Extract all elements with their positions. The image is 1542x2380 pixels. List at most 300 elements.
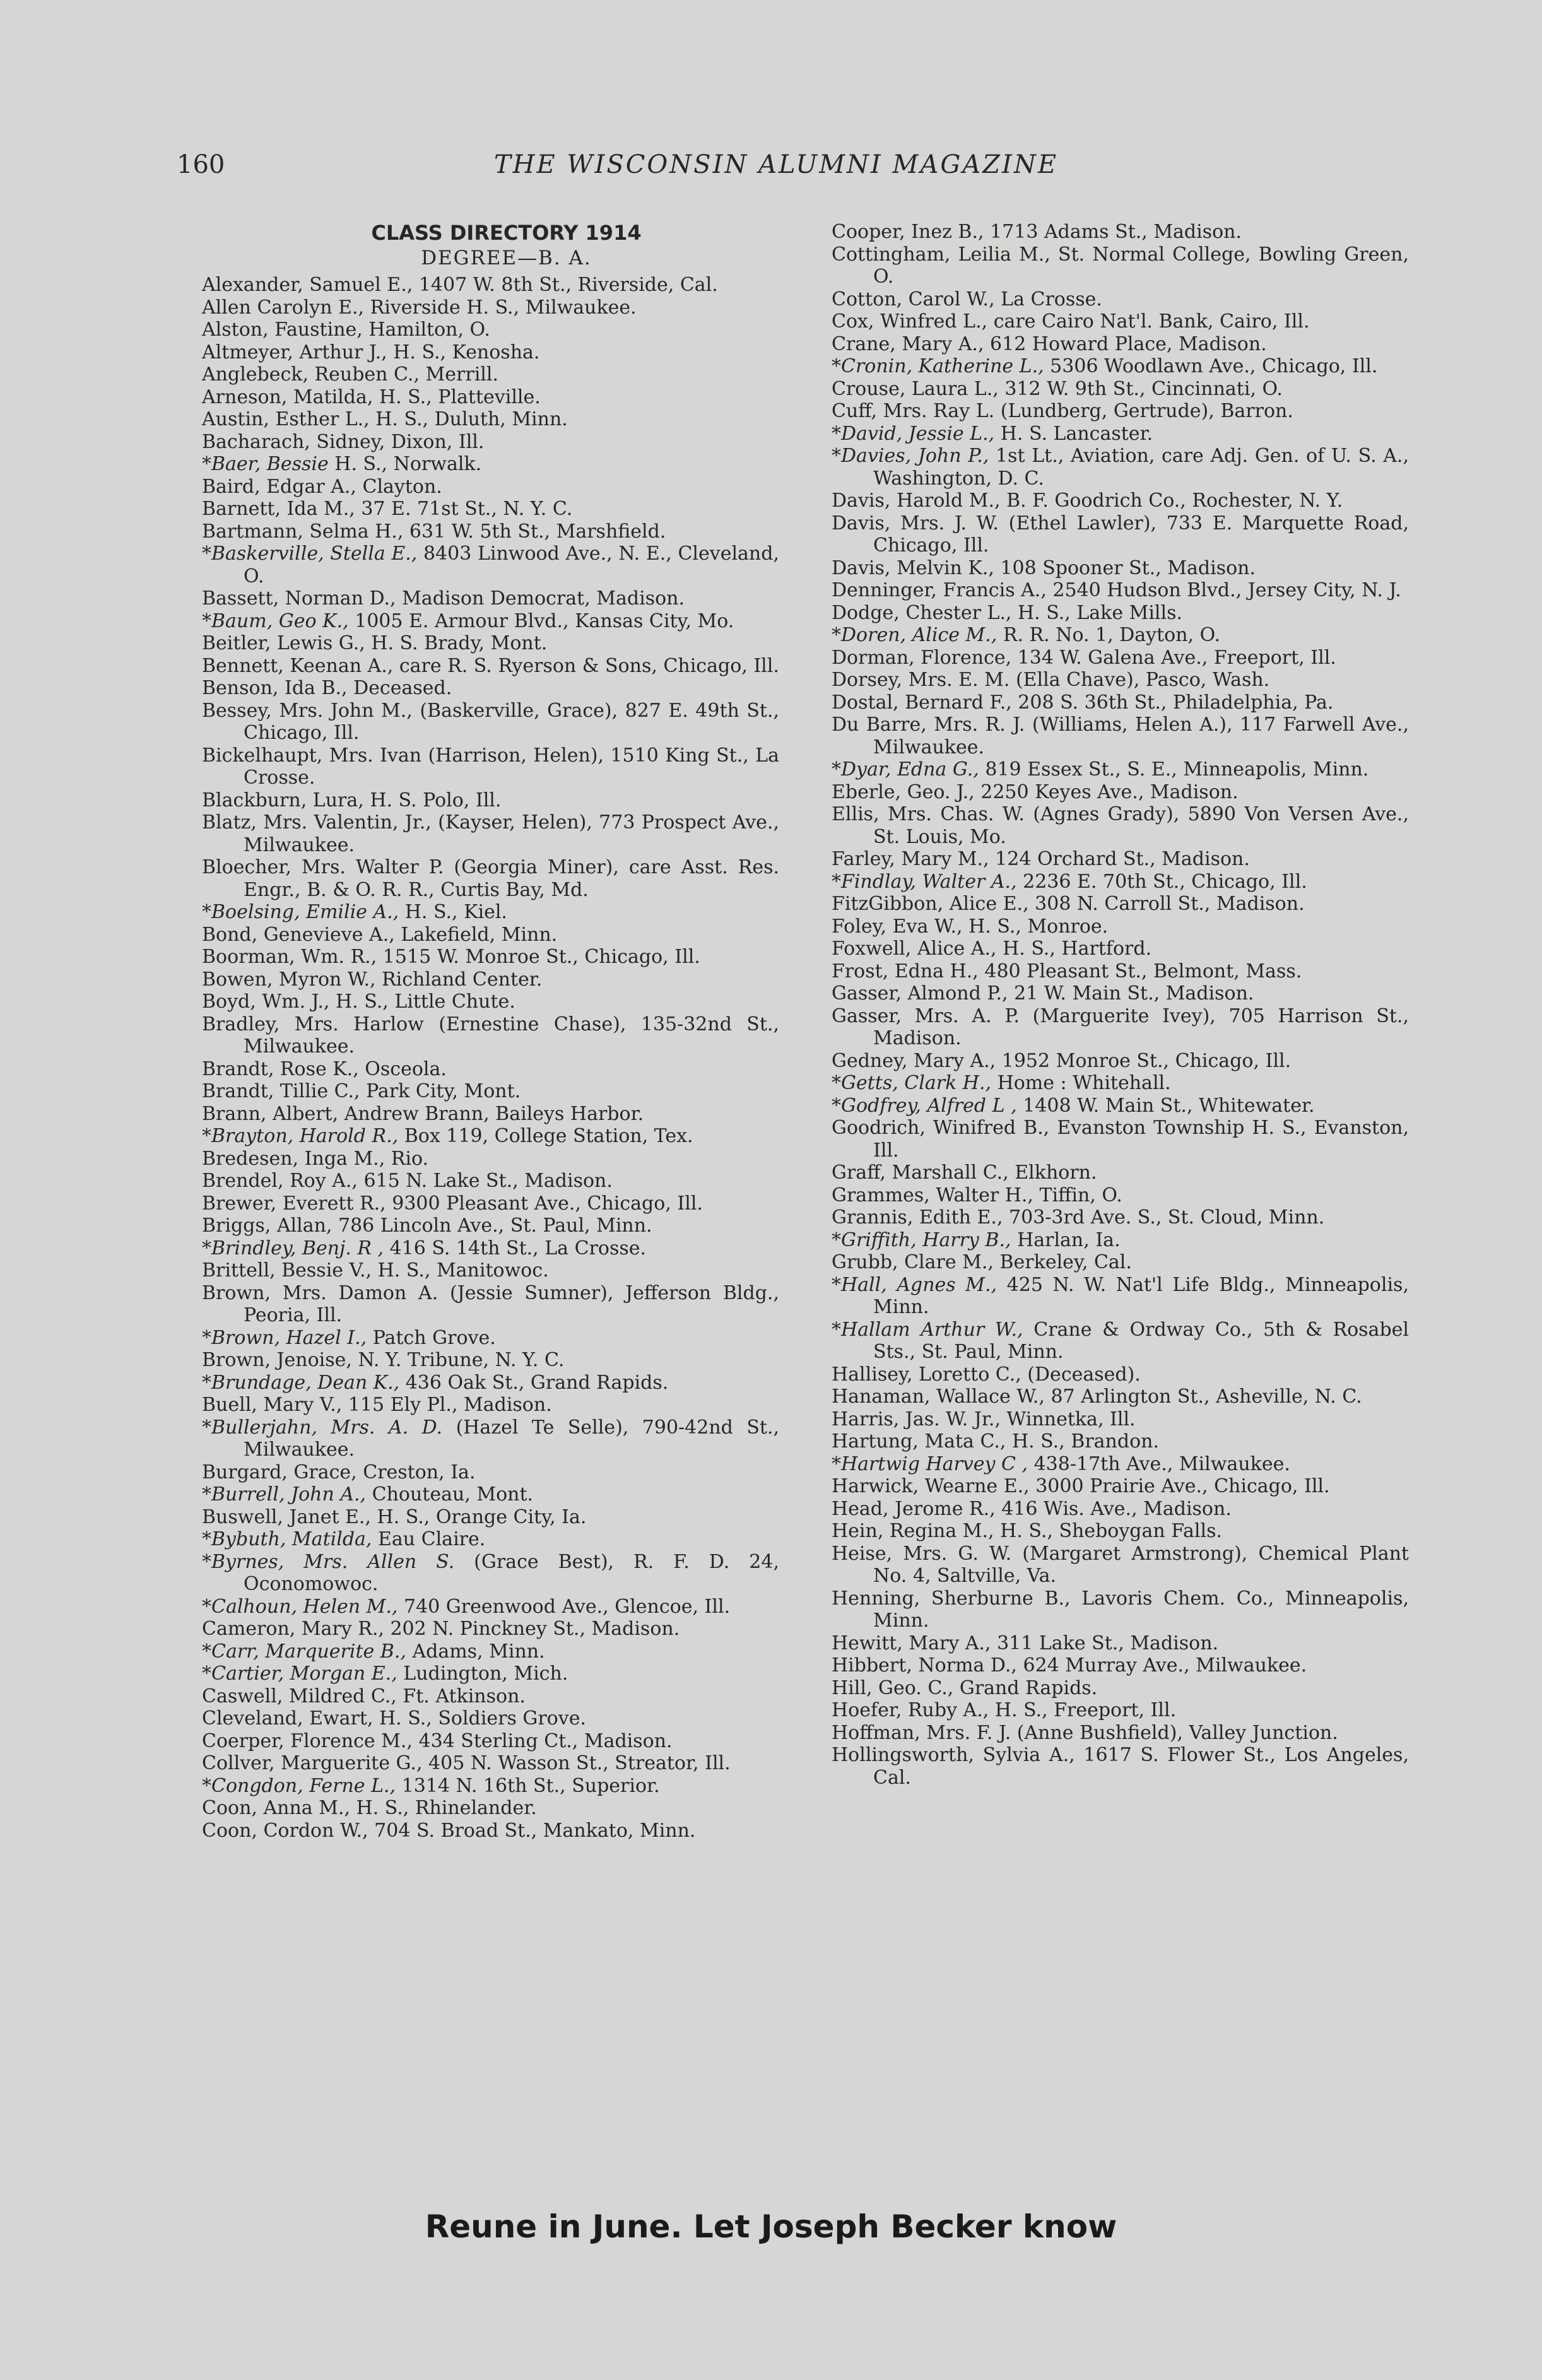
directory-entry <box>832 1699 1409 1722</box>
directory-entry <box>202 521 779 543</box>
entry-address: 3000 Prairie Ave., Chicago, Ill. <box>1029 1475 1330 1497</box>
entry-address: Madison Democrat, Madison. <box>396 587 685 610</box>
directory-entry <box>832 1543 1409 1588</box>
directory-entry <box>202 1461 779 1484</box>
entry-name: Dodge, Chester L., <box>832 601 1012 624</box>
entry-address: 1407 W. 8th St., Riverside, Cal. <box>413 274 718 296</box>
page-number: 160 <box>177 150 225 179</box>
directory-column-right <box>832 221 1409 1789</box>
entry-name: Calhoun, Helen M., <box>211 1595 398 1618</box>
directory-entry <box>832 960 1409 983</box>
directory-entry <box>202 1528 779 1551</box>
entry-name: Graff, Marshall C., <box>832 1162 1009 1184</box>
entry-address: 624 Murray Ave., Milwaukee. <box>1016 1654 1307 1676</box>
directory-entry <box>832 692 1409 714</box>
entry-address: 8403 Linwood Ave., N. E., Cleveland, O. <box>244 543 779 587</box>
entry-address: Patch Grove. <box>367 1326 496 1349</box>
entry-address: La Crosse. <box>994 288 1102 310</box>
entry-address: 416 Wis. Ave., Madison. <box>995 1497 1232 1520</box>
entry-address: (Hazel Te Selle), 790-42nd St., Milwaukee. <box>244 1416 779 1461</box>
entry-name: Altmeyer, Arthur J., <box>202 341 387 363</box>
entry-name: Hartwig Harvey C , <box>841 1452 1028 1475</box>
entry-address: 703-3rd Ave. S., St. Cloud, Minn. <box>1003 1206 1325 1228</box>
directory-entry <box>202 1820 779 1842</box>
running-head <box>177 150 1375 188</box>
entry-address: 740 Greenwood Ave., Glencoe, Ill. <box>397 1595 731 1618</box>
entry-name: Du Barre, Mrs. R. J. <box>832 714 1025 736</box>
directory-entry <box>832 1632 1409 1655</box>
entry-name: Boelsing, Emilie A., <box>211 901 399 923</box>
entry-address: H. S., Soldiers Grove. <box>373 1707 586 1729</box>
entry-address: 1713 Adams St., Madison. <box>984 221 1242 243</box>
directory-entry <box>202 1685 779 1708</box>
directory-entry <box>832 557 1409 580</box>
entry-name: Bartmann, Selma H., <box>202 520 404 543</box>
entry-name: Coon, Cordon W., <box>202 1819 368 1842</box>
directory-entry <box>202 700 779 745</box>
directory-entry <box>832 333 1409 356</box>
entry-name: Hoffman, Mrs. F. J. <box>832 1721 1011 1744</box>
directory-entry <box>832 602 1409 625</box>
entry-name: Gasser, Almond P., <box>832 982 1008 1004</box>
entry-name: Blatz, Mrs. Valentin, Jr., <box>202 811 432 834</box>
entry-name: Hein, Regina M., <box>832 1520 994 1542</box>
entry-name: Gedney, Mary A., <box>832 1049 996 1072</box>
entry-name: Bond, Genevieve A., <box>202 923 395 946</box>
entry-name: Cleveland, Ewart, <box>202 1707 374 1729</box>
entry-name: Ellis, Mrs. Chas. W. <box>832 803 1025 825</box>
entry-name: Davis, Harold M., <box>832 490 1001 512</box>
entry-address: 425 N. W. Nat'l Life Bldg., Minneapolis, Minn. <box>873 1273 1409 1318</box>
entry-address: (Margaret Armstrong), Chemical Plant No. 4, Saltville, Va. <box>873 1542 1409 1587</box>
directory-entry <box>202 476 779 498</box>
entry-name: Cuff, Mrs. Ray L. <box>832 400 995 422</box>
asterisk-mark: * <box>832 624 841 646</box>
asterisk-mark: * <box>202 1483 211 1505</box>
directory-entry <box>202 1215 779 1237</box>
entry-address: 37 E. 71st St., N. Y. C. <box>355 498 573 520</box>
entry-address: Winnetka, Ill. <box>1000 1408 1136 1430</box>
entry-address: Crane & Ordway Co., 5th & Rosabel Sts., St. Paul, Minn. <box>873 1318 1409 1363</box>
asterisk-mark: * <box>202 610 211 632</box>
directory-entry <box>832 1095 1409 1117</box>
entry-list-right <box>832 221 1409 1789</box>
asterisk-mark: * <box>832 1452 841 1475</box>
directory-entry <box>202 677 779 700</box>
directory-entry <box>202 1506 779 1529</box>
entry-name: Davis, Mrs. J. W. <box>832 512 999 534</box>
entry-name: Farley, Mary M., <box>832 848 989 870</box>
entry-address: 87 Arlington St., Asheville, N. C. <box>1044 1386 1362 1408</box>
directory-entry <box>832 1588 1409 1632</box>
entry-name: Grubb, Clare M., <box>832 1251 994 1273</box>
directory-entry <box>832 579 1409 602</box>
entry-name: Harwick, Wearne E., <box>832 1475 1030 1497</box>
entry-name: Foxwell, Alice A., <box>832 938 997 960</box>
entry-address: 312 W. 9th St., Cincinnati, O. <box>998 377 1283 400</box>
entry-address: H. S., Brandon. <box>1006 1430 1159 1452</box>
directory-entry <box>202 1259 779 1282</box>
entry-name: Austin, Esther L., <box>202 408 370 430</box>
directory-entry <box>202 319 779 341</box>
asterisk-mark: * <box>202 1640 211 1663</box>
asterisk-mark: * <box>202 1595 211 1618</box>
entry-name: Benson, Ida B., <box>202 677 348 699</box>
entry-address: 704 S. Broad St., Mankato, Minn. <box>368 1819 696 1842</box>
directory-entry <box>832 714 1409 758</box>
asterisk-mark: * <box>832 1318 841 1341</box>
directory-entry <box>202 1663 779 1685</box>
asterisk-mark: * <box>202 1326 211 1349</box>
directory-entry <box>202 1372 779 1394</box>
entry-address: 208 S. 36th St., Philadelphia, Pa. <box>1011 691 1334 714</box>
directory-entry <box>832 871 1409 893</box>
asterisk-mark: * <box>832 1072 841 1094</box>
entry-name: Buell, Mary V., <box>202 1394 343 1416</box>
directory-entry <box>202 498 779 521</box>
directory-entry <box>202 1730 779 1753</box>
entry-address: care Cairo Nat'l. Bank, Cairo, Ill. <box>987 310 1310 333</box>
entry-address: Box 119, College Station, Tex. <box>398 1125 693 1147</box>
directory-title: CLASS DIRECTORY 1914 <box>371 221 642 245</box>
entry-address: (Deceased). <box>1021 1363 1141 1386</box>
directory-entry <box>832 1386 1409 1408</box>
asterisk-mark: * <box>202 1416 211 1439</box>
entry-address: Lavoris Chem. Co., Minneapolis, Minn. <box>873 1587 1409 1632</box>
directory-entry <box>202 431 779 454</box>
entry-address: 1st Lt., Aviation, care Adj. Gen. of U. S. A., Washington, D. C. <box>873 445 1409 490</box>
directory-entry <box>202 946 779 969</box>
directory-entry <box>202 543 779 587</box>
directory-entry <box>832 1364 1409 1386</box>
directory-entry <box>202 341 779 364</box>
entry-address: Ludington, Mich. <box>397 1663 568 1685</box>
entry-name: Dostal, Bernard F., <box>832 691 1012 714</box>
entry-address: St. Normal College, Bowling Green, O. <box>873 243 1410 288</box>
entry-address: Hamilton, O. <box>362 319 490 341</box>
entry-address: 819 Essex St., S. E., Minneapolis, Minn. <box>979 758 1369 781</box>
directory-entry <box>832 1430 1409 1453</box>
entry-address: 615 N. Lake St., Madison. <box>357 1170 613 1192</box>
entry-address: Merrill. <box>420 363 499 386</box>
directory-entry <box>832 490 1409 512</box>
entry-address: Tiffin, O. <box>1033 1184 1122 1206</box>
directory-entry <box>832 1229 1409 1252</box>
directory-entry <box>202 1080 779 1103</box>
entry-address: H. S. Polo, Ill. <box>363 789 502 811</box>
entry-address: H. S., Kenosha. <box>387 341 540 363</box>
entry-name: Brown, Hazel I., <box>211 1326 367 1349</box>
entry-name: Hoefer, Ruby A., <box>832 1699 989 1721</box>
directory-entry <box>832 758 1409 781</box>
entry-name: Caswell, Mildred C., <box>202 1685 397 1707</box>
entry-address: 1314 N. 16th St., Superior. <box>396 1774 660 1797</box>
entry-name: Brann, Albert, <box>202 1102 339 1125</box>
entry-name: Hallisey, Loretto C., <box>832 1363 1021 1386</box>
directory-entry <box>832 1184 1409 1207</box>
entry-name: Barnett, Ida M., <box>202 498 355 520</box>
entry-address: Park City, Mont. <box>360 1080 521 1102</box>
entry-name: Heise, Mrs. G. W. <box>832 1542 1012 1565</box>
directory-entry <box>202 1148 779 1170</box>
entry-name: Briggs, Allan, <box>202 1215 333 1237</box>
directory-entry <box>202 363 779 386</box>
directory-entry <box>202 789 779 812</box>
directory-entry <box>832 982 1409 1005</box>
entry-name: Crouse, Laura L., <box>832 377 999 400</box>
directory-entry <box>832 803 1409 848</box>
directory-entry <box>832 1251 1409 1274</box>
entry-address: Elkhorn. <box>1008 1162 1097 1184</box>
entry-address: Osceola. <box>358 1057 447 1080</box>
entry-address: 786 Lincoln Ave., St. Paul, Minn. <box>332 1215 652 1237</box>
entry-address: Harlan, Ia. <box>1011 1228 1121 1251</box>
entry-name: Cotton, Carol W., <box>832 288 995 310</box>
entry-name: Cronin, Katherine L., <box>841 355 1044 377</box>
entry-name: Baer, Bessie <box>211 453 329 475</box>
directory-entry <box>202 632 779 655</box>
entry-name: Bradley, Mrs. Harlow <box>202 1013 424 1035</box>
directory-entry <box>202 1417 779 1461</box>
asterisk-mark: * <box>832 445 841 467</box>
directory-entry <box>832 916 1409 938</box>
entry-address: Grand Rapids. <box>953 1676 1098 1699</box>
directory-entry <box>832 355 1409 378</box>
entry-address: 480 Pleasant St., Belmont, Mass. <box>978 960 1302 982</box>
entry-address: (Marguerite Ivey), 705 Harrison St., Madison. <box>873 1004 1410 1049</box>
entry-address: H. S., Kiel. <box>399 901 507 923</box>
entry-name: FitzGibbon, Alice E., <box>832 893 1029 915</box>
entry-name: Denninger, Francis A., <box>832 579 1047 601</box>
entry-address: (Ethel Lawler), 733 E. Marquette Road, Chicago, Ill. <box>873 512 1409 557</box>
entry-address: (Williams, Helen A.), 117 Farwell Ave., Milwaukee. <box>873 714 1409 758</box>
entry-address: H. S., Norwalk. <box>328 453 482 475</box>
entry-address: R. R. No. 1, Dayton, O. <box>997 624 1220 646</box>
entry-address: Dixon, Ill. <box>385 430 485 453</box>
entry-address: (Jessie Sumner), Jefferson Bldg., Peoria, Ill. <box>244 1281 779 1326</box>
entry-name: Doren, Alice M., <box>841 624 998 646</box>
entry-address: (Agnes Grady), 5890 Von Versen Ave., St. Louis, Mo. <box>873 803 1410 848</box>
entry-name: Coon, Anna M., <box>202 1797 350 1819</box>
entry-address: Eau Claire. <box>372 1528 486 1550</box>
entry-name: Brandt, Rose K., <box>202 1057 359 1080</box>
entry-name: Cox, Winfred L., <box>832 310 988 333</box>
entry-address: 434 Sterling Ct., Madison. <box>412 1729 673 1752</box>
entry-address: Home : Whitehall. <box>991 1072 1171 1094</box>
entry-name: Brundage, Dean K., <box>211 1371 400 1394</box>
entry-address: (Ella Chave), Pasco, Wash. <box>1009 669 1270 691</box>
directory-entry <box>202 1707 779 1730</box>
entry-name: David, Jessie L., <box>841 422 995 445</box>
directory-entry <box>202 587 779 610</box>
entry-name: Hibbert, Norma D., <box>832 1654 1017 1676</box>
entry-address: 202 N. Pinckney St., Madison. <box>384 1618 680 1640</box>
entry-address: 438-17th Ave., Milwaukee. <box>1028 1452 1290 1475</box>
entry-name: Bowen, Myron W., <box>202 968 376 991</box>
directory-entry <box>202 408 779 431</box>
entry-name: Brown, Mrs. Damon A. <box>202 1281 438 1304</box>
entry-name: Dorsey, Mrs. E. M. <box>832 669 1010 691</box>
entry-name: Bredesen, Inga M., <box>202 1147 386 1170</box>
directory-entry <box>832 647 1409 669</box>
directory-entry <box>832 1206 1409 1229</box>
entry-address: Rio. <box>385 1147 429 1170</box>
entry-name: Bickelhaupt, Mrs. Ivan <box>202 744 422 767</box>
directory-entry <box>832 624 1409 647</box>
asterisk-mark: * <box>832 870 841 893</box>
asterisk-mark: * <box>832 1094 841 1117</box>
asterisk-mark: * <box>202 1528 211 1550</box>
entry-name: Brittell, Bessie V., <box>202 1259 372 1281</box>
asterisk-mark: * <box>832 422 841 445</box>
directory-entry <box>832 1677 1409 1700</box>
entry-name: Hill, Geo. C., <box>832 1676 954 1699</box>
entry-address: H. S., Orange City, Ia. <box>371 1505 587 1528</box>
entry-name: Brindley, Benj. R , <box>211 1237 384 1259</box>
entry-address: 416 S. 14th St., La Crosse. <box>384 1237 647 1259</box>
entry-address: Creston, Ia. <box>356 1461 476 1483</box>
entry-address: Deceased. <box>347 677 452 699</box>
entry-name: Baird, Edgar A., <box>202 475 356 498</box>
entry-address: Clayton. <box>356 475 442 498</box>
entry-list-left <box>202 274 779 1842</box>
entry-address: H. S., Lake Mills. <box>1011 601 1183 624</box>
entry-name: Congdon, Ferne L., <box>211 1774 396 1797</box>
directory-entry <box>832 893 1409 916</box>
directory-entry <box>202 1103 779 1126</box>
entry-name: Bacharach, Sidney, <box>202 430 386 453</box>
entry-name: Beitler, Lewis G., <box>202 632 365 654</box>
directory-entry <box>202 1775 779 1798</box>
directory-entry <box>202 1193 779 1215</box>
entry-name: Brendel, Roy A., <box>202 1170 358 1192</box>
directory-entry <box>832 781 1409 804</box>
entry-name: Alston, Faustine, <box>202 319 363 341</box>
asterisk-mark: * <box>832 1273 841 1296</box>
entry-name: Byrnes, Mrs. Allen S. <box>211 1550 455 1573</box>
entry-name: Bennett, Keenan A., <box>202 654 394 677</box>
entry-address: 405 N. Wasson St., Streator, Ill. <box>422 1752 731 1774</box>
entry-name: Boorman, Wm. R., <box>202 946 377 968</box>
entry-name: Hartung, Mata C., <box>832 1430 1006 1452</box>
entry-name: Boyd, Wm. J., <box>202 991 330 1013</box>
entry-name: Getts, Clark H., <box>841 1072 992 1094</box>
directory-entry <box>202 1237 779 1260</box>
entry-name: Cameron, Mary R., <box>202 1618 384 1640</box>
directory-entry <box>202 811 779 856</box>
entry-name: Griffith, Harry B., <box>841 1228 1011 1251</box>
directory-entry <box>832 1654 1409 1677</box>
entry-address: (Kayser, Helen), 773 Prospect Ave., Milwaukee. <box>244 811 779 856</box>
entry-address: (Lundberg, Gertrude), Barron. <box>994 400 1293 422</box>
entry-name: Gasser, Mrs. A. P. <box>832 1004 1020 1027</box>
entry-address: (Georgia Miner), care Asst. Res. Engr., B. & O. R. R., Curtis Bay, Md. <box>244 856 780 901</box>
entry-address: H. S., Freeport, Ill. <box>989 1699 1177 1721</box>
directory-entry <box>202 274 779 297</box>
directory-entry <box>202 1752 779 1775</box>
directory-entry <box>832 1162 1409 1184</box>
directory-entry <box>832 848 1409 871</box>
directory-entry <box>202 1125 779 1148</box>
entry-name: Bessey, Mrs. John M., <box>202 699 413 722</box>
directory-entry <box>832 938 1409 960</box>
asterisk-mark: * <box>202 1550 211 1573</box>
directory-entry <box>832 1722 1409 1745</box>
entry-name: Carr, Marquerite B., <box>211 1640 406 1663</box>
entry-address: Adams, Minn. <box>406 1640 545 1663</box>
entry-name: Davis, Melvin K., <box>832 557 994 579</box>
directory-entry <box>202 1394 779 1417</box>
entry-address: N. Y. Tribune, N. Y. C. <box>351 1349 565 1371</box>
entry-address: (Anne Bushfield), Valley Junction. <box>1011 1721 1338 1744</box>
entry-address: Lakefield, Minn. <box>394 923 558 946</box>
entry-address: H. S., Manitowoc. <box>372 1259 549 1281</box>
asterisk-mark: * <box>202 543 211 565</box>
entry-address: 115 Ely Pl., Madison. <box>342 1394 552 1416</box>
entry-address: 124 Orchard St., Madison. <box>989 848 1250 870</box>
entry-name: Crane, Mary A., <box>832 333 984 355</box>
entry-name: Brown, Jenoise, <box>202 1349 352 1371</box>
entry-address: 1515 W. Monroe St., Chicago, Ill. <box>377 946 700 968</box>
asterisk-mark: * <box>832 355 841 377</box>
entry-name: Bybuth, Matilda, <box>211 1528 372 1550</box>
entry-name: Collver, Marguerite G., <box>202 1752 423 1774</box>
directory-entry <box>832 288 1409 311</box>
entry-name: Henning, Sherburne B., <box>832 1587 1071 1610</box>
directory-entry <box>202 1058 779 1081</box>
directory-entry <box>832 512 1409 557</box>
entry-name: Hollingsworth, Sylvia A., <box>832 1744 1075 1766</box>
entry-name: Bloecher, Mrs. Walter P. <box>202 856 444 878</box>
entry-address: 612 Howard Place, Madison. <box>984 333 1267 355</box>
directory-entry <box>832 1005 1409 1050</box>
entry-name: Alexander, Samuel E., <box>202 274 413 296</box>
entry-name: Brewer, Everett R., <box>202 1192 386 1215</box>
entry-name: Findlay, Walter A., <box>841 870 1017 893</box>
asterisk-mark: * <box>202 1774 211 1797</box>
entry-address: (Grace Best), R. F. D. 24, Oconomowoc. <box>244 1550 779 1595</box>
directory-entry <box>832 400 1409 423</box>
directory-entry <box>202 1013 779 1058</box>
entry-name: Arneson, Matilda, <box>202 386 374 408</box>
footer-notice: Reune in June. Let Joseph Becker know <box>425 2208 1117 2245</box>
directory-entry <box>832 1744 1409 1789</box>
entry-address: H. S., Rhinelander. <box>350 1797 537 1819</box>
entry-address: (Ernestine Chase), 135-32nd St., Milwaukee. <box>244 1013 779 1057</box>
entry-name: Head, Jerome R., <box>832 1497 996 1520</box>
directory-entry <box>202 386 779 409</box>
entry-name: Blackburn, Lura, <box>202 789 364 811</box>
entry-address: 308 N. Carroll St., Madison. <box>1028 893 1305 915</box>
entry-name: Goodrich, Winifred B., <box>832 1117 1050 1139</box>
directory-entry <box>832 244 1409 288</box>
directory-entry <box>832 1319 1409 1364</box>
asterisk-mark: * <box>832 758 841 781</box>
directory-entry <box>832 1274 1409 1319</box>
entry-name: Brandt, Tillie C., <box>202 1080 360 1102</box>
entry-address: H. S., Monroe. <box>962 915 1109 938</box>
asterisk-mark: * <box>202 901 211 923</box>
entry-address: H. S., Duluth, Minn. <box>369 408 568 430</box>
entry-name: Baskerville, Stella E., <box>211 543 418 565</box>
entry-name: Coerper, Florence M., <box>202 1729 413 1752</box>
directory-entry <box>202 924 779 946</box>
entry-address: Chouteau, Mont. <box>366 1483 534 1505</box>
entry-name: Bassett, Norman D., <box>202 587 396 610</box>
entry-name: Burgard, Grace, <box>202 1461 357 1483</box>
asterisk-mark: * <box>832 1228 841 1251</box>
directory-entry <box>202 610 779 633</box>
